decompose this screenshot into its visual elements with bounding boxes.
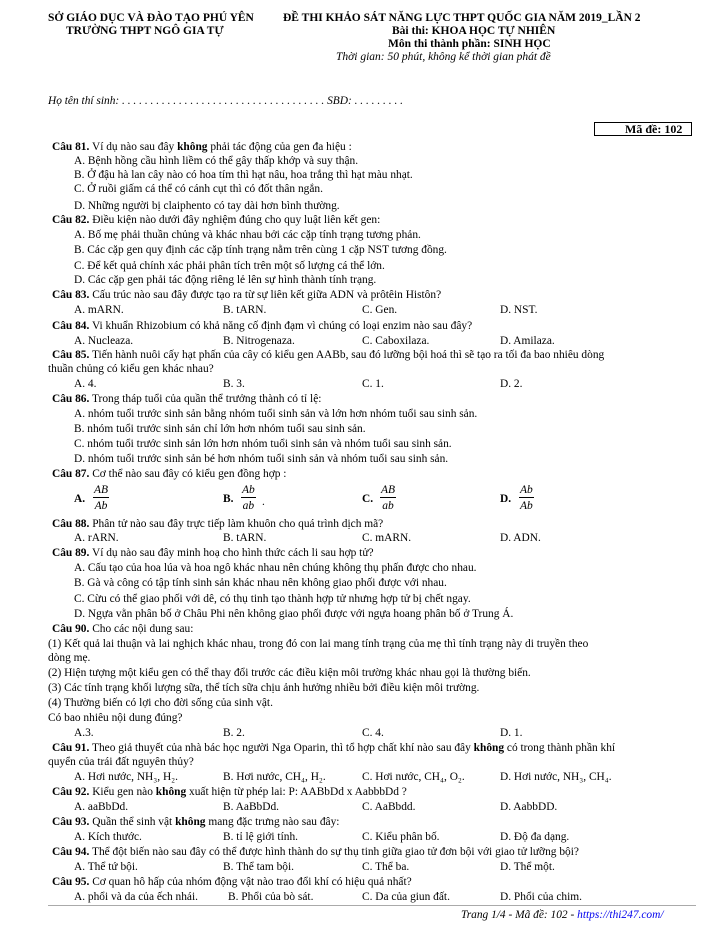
q90-statement-1: (1) Kết quả lai thuận và lai nghịch khác nhau, trong đó con lai mang tính trạng của mẹ thì tính trạng này di truyền theo <box>48 638 589 650</box>
q87-option-b-period: . <box>262 496 265 508</box>
q81-option-b[interactable]: B. Ở đậu hà lan cây nào có hoa tím thì hạt nâu, hoa trắng thì hạt màu nhạt. <box>74 169 413 181</box>
q95-option-d[interactable]: D. Phổi của chim. <box>500 891 582 903</box>
footer-link[interactable]: https://thi247.com/ <box>577 909 664 921</box>
question-87: Câu 87. Cơ thể nào sau đây có kiểu gen đồng hợp : <box>52 468 287 480</box>
header-component: Môn thi thành phần: SINH HỌC <box>388 38 551 50</box>
q88-option-c[interactable]: C. mARN. <box>362 532 412 544</box>
q90-option-a[interactable]: A.3. <box>74 727 94 739</box>
q86-option-a[interactable]: A. nhóm tuổi trước sinh sản bằng nhóm tuổi sinh sản và lớn hơn nhóm tuổi sau sinh sản. <box>74 408 478 420</box>
q85-option-b[interactable]: B. 3. <box>223 378 245 390</box>
question-84: Câu 84. Vi khuẩn Rhizobium có khả năng cố định đạm vì chúng có loại enzim nào sau đây? <box>52 320 473 332</box>
q95-option-b[interactable]: B. Phổi của bò sát. <box>228 891 314 903</box>
q94-option-a[interactable]: A. Thể tứ bội. <box>74 861 138 873</box>
q90-option-b[interactable]: B. 2. <box>223 727 245 739</box>
q95-option-a[interactable]: A. phổi và da của ếch nhái. <box>74 891 198 903</box>
q84-option-b[interactable]: B. Nitrogenaza. <box>223 335 295 347</box>
q81-option-c[interactable]: C. Ở ruồi giấm cá thể có cánh cụt thì có đốt thân ngắn. <box>74 183 323 195</box>
question-83: Câu 83. Cấu trúc nào sau đây được tạo ra từ sự liên kết giữa ADN và prôtêin Histôn? <box>52 289 442 301</box>
q92-option-b[interactable]: B. AaBbDd. <box>223 801 280 813</box>
q82-option-b[interactable]: B. Các cặp gen quy định các cặp tính trạng nằm trên cùng 1 cặp NST tương đồng. <box>74 244 447 256</box>
q85-option-d[interactable]: D. 2. <box>500 378 523 390</box>
q81-label: Câu 81. <box>52 141 90 153</box>
q83-option-b[interactable]: B. tARN. <box>223 304 267 316</box>
q87-option-d[interactable]: D. <box>500 493 512 505</box>
q83-option-a[interactable]: A. mARN. <box>74 304 124 316</box>
header-dept: SỞ GIÁO DỤC VÀ ĐÀO TẠO PHÚ YÊN <box>48 12 254 24</box>
question-94: Câu 94. Thể đột biến nào sau đây có thể được hình thành do sự thụ tinh giữa giao tử đơn bội với giao tử lưỡng bội? <box>52 846 579 858</box>
q90-option-c[interactable]: C. 4. <box>362 727 384 739</box>
q91-option-d[interactable]: D. Hơi nước, NH₃, CH₄. <box>500 771 612 783</box>
question-90: Câu 90. Cho các nội dung sau: <box>52 623 194 635</box>
q89-option-d[interactable]: D. Ngựa vằn phân bố ở Châu Phi nên không giao phối được với ngựa hoang phân bố ở Trung Á. <box>74 608 514 620</box>
q90-statement-3: (3) Các tính trạng khối lượng sữa, thể tích sữa chịu ảnh hưởng nhiều bởi điều kiện môi trường. <box>48 682 480 694</box>
q93-option-d[interactable]: D. Độ đa dạng. <box>500 831 570 843</box>
header-school: TRƯỜNG THPT NGÔ GIA TỰ <box>66 25 224 37</box>
header-time: Thời gian: 50 phút, không kể thời gian phát đề <box>336 51 551 63</box>
question-88: Câu 88. Phân tử nào sau đây trực tiếp làm khuôn cho quá trình dịch mã? <box>52 518 384 530</box>
q83-option-c[interactable]: C. Gen. <box>362 304 398 316</box>
q85-option-c[interactable]: C. 1. <box>362 378 384 390</box>
q94-option-d[interactable]: D. Thể một. <box>500 861 555 873</box>
q89-option-c[interactable]: C. Cừu có thể giao phối với dê, có thụ tinh tạo thành hợp tử nhưng hợp tử bị chết ngay. <box>74 593 471 605</box>
q86-option-c[interactable]: C. nhóm tuổi trước sinh sản lớn hơn nhóm tuổi sinh sản và nhóm tuổi sau sinh sản. <box>74 438 452 450</box>
q91-option-b[interactable]: B. Hơi nước, CH₄, H₂. <box>223 771 326 783</box>
q90-statement-2: (2) Hiện tượng một kiểu gen có thể thay đổi trước các điều kiện môi trường khác nhau gọi là thường biến. <box>48 667 531 679</box>
q87-fraction-b: $\frac{Ab}{ab}$ <box>242 484 255 512</box>
q89-option-b[interactable]: B. Gà và công có tập tính sinh sản khác nhau nên không giao phối được với nhau. <box>74 577 447 589</box>
candidate-name-line: Họ tên thí sinh: . . . . . . . . . . . . . . . . . . . . . . . . . . . . . . . . . . . . SBD: . . . . . . . . . <box>48 95 403 107</box>
q88-option-d[interactable]: D. ADN. <box>500 532 541 544</box>
q87-option-c[interactable]: C. <box>362 493 374 505</box>
q90-ask: Có bao nhiêu nội dung đúng? <box>48 712 183 724</box>
question-92: Câu 92. Kiểu gen nào không xuất hiện từ phép lai: P: AABbDd x AabbbDd ? <box>52 786 407 798</box>
q85-option-a[interactable]: A. 4. <box>74 378 97 390</box>
q93-option-b[interactable]: B. tỉ lệ giới tính. <box>223 831 299 843</box>
question-89: Câu 89. Ví dụ nào sau đây minh hoạ cho hình thức cách li sau hợp tử? <box>52 547 374 559</box>
q81-option-a[interactable]: A. Bệnh hồng cầu hình liềm có thể gây thấp khớp và suy thận. <box>74 155 359 167</box>
footer <box>461 909 664 922</box>
q84-option-a[interactable]: A. Nucleaza. <box>74 335 134 347</box>
question-86: Câu 86. Trong tháp tuổi của quần thể trưởng thành có tỉ lệ: <box>52 393 322 405</box>
q89-option-a[interactable]: A. Cấu tạo của hoa lúa và hoa ngô khác nhau nên chúng không thụ phấn được cho nhau. <box>74 562 477 574</box>
q91-option-c[interactable]: C. Hơi nước, CH₄, O₂. <box>362 771 465 783</box>
header-exam-title: ĐỀ THI KHẢO SÁT NĂNG LỰC THPT QUỐC GIA NĂM 2019_LẦN 2 <box>283 12 641 24</box>
q86-option-d[interactable]: D. nhóm tuổi trước sinh sản bé hơn nhóm tuổi sinh sản và nhóm tuổi sau sinh sản. <box>74 453 449 465</box>
q88-option-a[interactable]: A. rARN. <box>74 532 119 544</box>
q92-option-a[interactable]: A. aaBbDd. <box>74 801 129 813</box>
q87-option-b[interactable]: B. <box>223 493 234 505</box>
q83-option-d[interactable]: D. NST. <box>500 304 538 316</box>
question-95: Câu 95. Cơ quan hô hấp của nhóm động vật nào trao đổi khí có hiệu quả nhất? <box>52 876 412 888</box>
q90-statement-1-cont: dòng mẹ. <box>48 652 91 664</box>
question-81: Câu 81. Ví dụ nào sau đây không phải tác động của gen đa hiệu : <box>52 141 352 153</box>
footer-page-text: Trang 1/4 - Mã đề: 102 - <box>461 909 578 921</box>
q82-option-c[interactable]: C. Để kết quả chính xác phải phân tích trên một số lượng cá thể lớn. <box>74 260 385 272</box>
q87-option-a[interactable]: A. <box>74 493 86 505</box>
question-85-cont: thuần chủng có kiểu gen khác nhau? <box>48 363 214 375</box>
q92-option-c[interactable]: C. AaBbdd. <box>362 801 416 813</box>
q86-option-b[interactable]: B. nhóm tuổi trước sinh sản chỉ lớn hơn nhóm tuổi sau sinh sản. <box>74 423 366 435</box>
exam-code-box: Mã đề: 102 <box>594 122 692 136</box>
q92-option-d[interactable]: D. AabbDD. <box>500 801 558 813</box>
q90-statement-4: (4) Thường biến có lợi cho đời sống của sinh vật. <box>48 697 273 709</box>
header-subject: Bài thi: KHOA HỌC TỰ NHIÊN <box>392 25 556 37</box>
q84-option-d[interactable]: D. Amilaza. <box>500 335 555 347</box>
q94-option-c[interactable]: C. Thể ba. <box>362 861 410 873</box>
q95-option-c[interactable]: C. Da của giun đất. <box>362 891 450 903</box>
q87-fraction-c: $\frac{AB}{ab}$ <box>381 484 396 512</box>
q82-option-d[interactable]: D. Các cặp gen phải tác động riêng lẻ lên sự hình thành tính trạng. <box>74 274 377 286</box>
question-85: Câu 85. Tiến hành nuôi cấy hạt phấn của cây có kiểu gen AABb, sau đó lưỡng bội hoá thì sẽ tạo ra tối đa bao nhiêu dòng <box>52 349 605 361</box>
q87-fraction-a: $\frac{AB}{Ab}$ <box>94 484 109 512</box>
footer-divider <box>48 905 696 906</box>
q93-option-c[interactable]: C. Kiểu phân bố. <box>362 831 440 843</box>
q81-option-d[interactable]: D. Những người bị claiphento có tay dài hơn bình thường. <box>74 200 340 212</box>
q84-option-c[interactable]: C. Caboxilaza. <box>362 335 430 347</box>
q91-option-a[interactable]: A. Hơi nước, NH₃, H₂. <box>74 771 178 783</box>
question-93: Câu 93. Quần thể sinh vật không mang đặc trưng nào sau đây: <box>52 816 340 828</box>
question-82: Câu 82. Điều kiện nào dưới đây nghiệm đúng cho quy luật liên kết gen: <box>52 214 381 226</box>
q87-fraction-d: $\frac{Ab}{Ab}$ <box>520 484 533 512</box>
question-91: Câu 91. Theo giả thuyết của nhà bác học người Nga Oparin, thì tổ hợp chất khí nào sau đây không có trong thành phần khí <box>52 742 616 754</box>
q94-option-b[interactable]: B. Thể tam bội. <box>223 861 294 873</box>
q93-option-a[interactable]: A. Kích thước. <box>74 831 142 843</box>
q82-option-a[interactable]: A. Bố mẹ phải thuần chủng và khác nhau bởi các cặp tính trạng tương phản. <box>74 229 421 241</box>
q88-option-b[interactable]: B. tARN. <box>223 532 267 544</box>
q90-option-d[interactable]: D. 1. <box>500 727 523 739</box>
question-91-cont: quyển của trái đất nguyên thủy? <box>48 756 194 768</box>
